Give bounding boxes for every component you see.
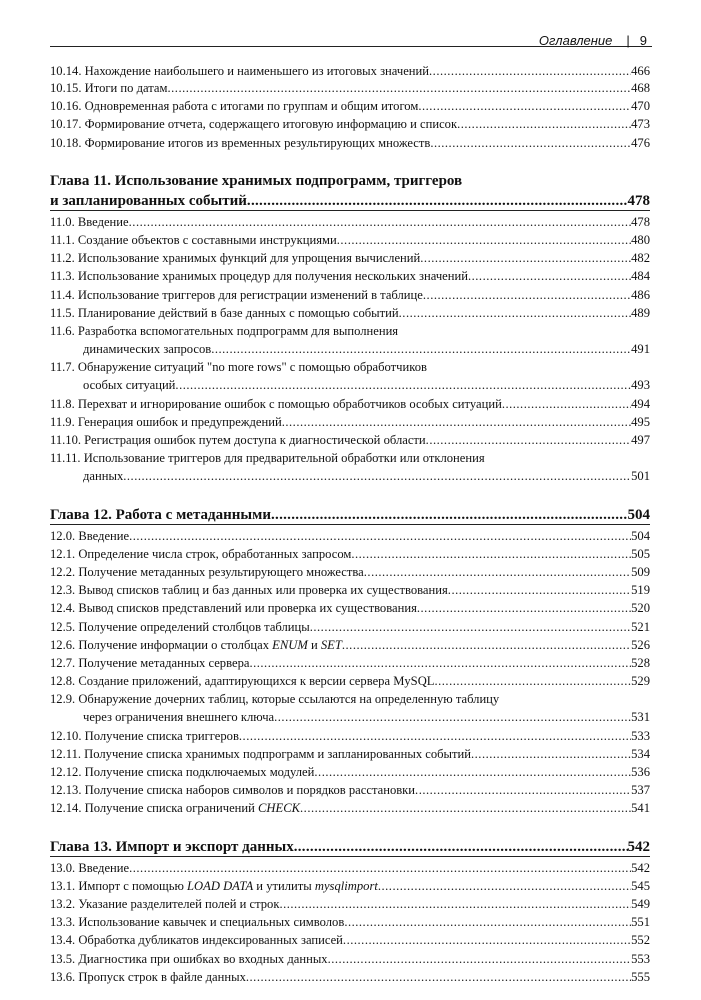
toc-entry-label: 12.10. Получение списка триггеров <box>50 728 239 743</box>
toc-page-number: 552 <box>631 933 650 948</box>
dot-leader <box>271 505 628 525</box>
toc-entry-label: 10.18. Формирование итогов из временных результирующих множеств <box>50 135 431 150</box>
toc-entry-text: 13.1. Импорт с помощью <box>50 878 188 893</box>
toc-page-number: 549 <box>631 896 650 911</box>
toc-entry[interactable] <box>50 563 650 581</box>
toc-entry-label: 12.3. Вывод списков таблиц и баз данных или проверка их существования <box>50 583 448 598</box>
toc-entry[interactable] <box>50 249 650 267</box>
toc-page-number: 473 <box>631 117 650 132</box>
toc-entry-label: 10.15. Итоги по датам <box>50 81 168 95</box>
toc-page-number: 478 <box>631 214 650 229</box>
toc-page-number: 468 <box>631 81 650 95</box>
toc-entry[interactable] <box>50 304 650 322</box>
toc-entry[interactable] <box>50 968 650 986</box>
dot-leader <box>418 97 631 115</box>
toc-entry-text: 12.14. Получение списка ограничений <box>50 801 259 816</box>
running-head-separator: | <box>626 33 630 48</box>
dot-leader <box>364 563 631 581</box>
toc-entry-label: 10.17. Формирование отчета, содержащего итоговую информацию и список <box>50 117 458 132</box>
toc-entry-label: 12.12. Получение списка подключаемых модулей <box>50 765 315 779</box>
toc-entry-label <box>50 799 300 817</box>
toc-page-number: 497 <box>631 433 650 447</box>
toc-entry-label: через ограничения внешнего ключа <box>83 710 275 725</box>
toc-entry-label: 13.4. Обработка дубликатов индексированных записей <box>50 933 343 948</box>
toc-entry[interactable] <box>50 413 650 431</box>
toc-entry-label: 13.6. Пропуск строк в файле данных <box>50 969 246 984</box>
toc-entry-label: 13.0. Введение <box>50 860 130 875</box>
toc-entry[interactable] <box>50 895 650 913</box>
toc-entry-label: 10.16. Одновременная работа с итогами по группам и общим итогом <box>50 99 419 114</box>
toc-page-number: 480 <box>631 232 650 247</box>
dot-leader <box>343 931 631 949</box>
dot-leader <box>420 249 631 267</box>
toc-entry-label: 11.5. Планирование действий в базе данных с помощью событий <box>50 305 399 320</box>
chapter-block <box>50 171 650 486</box>
toc-page-number: 476 <box>631 135 650 150</box>
toc-entry-label: 13.2. Указание разделителей полей и строк <box>50 896 280 911</box>
toc-page-number: 533 <box>631 728 650 743</box>
dot-leader <box>417 599 631 617</box>
toc-entry-label <box>50 636 342 654</box>
dot-leader <box>211 340 631 358</box>
toc-entry[interactable] <box>50 395 650 413</box>
toc-entry-label: 11.0. Введение <box>50 214 129 229</box>
page-number: 9 <box>639 33 647 48</box>
toc-entry-label: 12.2. Получение метаданных результирующего множества <box>50 564 364 579</box>
chapter-title-line: и запланированных событий <box>50 192 247 209</box>
toc-entry[interactable] <box>50 545 650 563</box>
dot-leader <box>239 727 631 745</box>
dot-leader <box>351 545 631 563</box>
toc-entry-label <box>50 877 378 895</box>
toc-page-number: 555 <box>631 969 650 984</box>
dot-leader <box>247 191 628 211</box>
dot-leader <box>123 467 631 485</box>
toc-entry-label: 12.11. Получение списка хранимых подпрограмм и запланированных событий <box>50 746 471 761</box>
toc-entry-label: 11.9. Генерация ошибок и предупреждений <box>50 414 282 429</box>
toc-entry[interactable] <box>50 286 650 304</box>
toc-entry-emphasis: ENUM <box>272 637 308 652</box>
dot-leader <box>434 672 631 690</box>
toc-entry[interactable] <box>50 97 650 115</box>
chapter-title[interactable] <box>50 505 650 525</box>
toc-entry-label: 12.0. Введение <box>50 528 130 543</box>
dot-leader <box>502 395 631 413</box>
toc-entry-label: 12.5. Получение определений столбцов таблицы <box>50 619 310 634</box>
toc-page-number: 493 <box>631 378 650 393</box>
toc-entry[interactable] <box>50 859 650 877</box>
dot-leader <box>344 913 631 931</box>
dot-leader <box>399 304 631 322</box>
toc-entry-label: данных <box>83 469 124 484</box>
toc-entry[interactable] <box>50 950 650 968</box>
toc-entry-label: 12.4. Вывод списков представлений или проверка их существования <box>50 601 417 616</box>
dot-leader <box>468 267 631 285</box>
toc-page-number: 529 <box>631 674 650 689</box>
toc-entry-emphasis: LOAD DATA <box>187 878 254 893</box>
chapter-page-number: 478 <box>627 192 650 209</box>
toc-page-number: 526 <box>631 637 650 652</box>
dot-leader <box>328 950 632 968</box>
toc-page-number: 553 <box>631 951 650 966</box>
dot-leader <box>175 376 631 394</box>
dot-leader <box>129 859 631 877</box>
toc-entry-label: 12.8. Создание приложений, адаптирующихся к версии сервера MySQL <box>50 674 435 689</box>
toc-entry[interactable] <box>50 877 650 895</box>
toc-page-number: 519 <box>631 583 650 598</box>
chapter-title-line: Глава 12. Работа с метаданными <box>50 506 271 523</box>
toc-page-number: 531 <box>631 710 650 725</box>
toc-entry[interactable] <box>50 79 650 97</box>
dot-leader <box>471 745 631 763</box>
dot-leader <box>378 877 631 895</box>
toc-page-number: 545 <box>631 878 650 893</box>
toc-page-number: 536 <box>631 765 650 779</box>
dot-leader <box>129 527 631 545</box>
toc-entry-continuation[interactable] <box>50 467 650 485</box>
toc-entry-label: 11.3. Использование хранимых процедур для получения нескольких значений <box>50 269 468 284</box>
toc-page-number: 470 <box>631 99 650 114</box>
toc-entry[interactable] <box>50 690 650 708</box>
dot-leader <box>448 581 631 599</box>
dot-leader <box>300 799 631 817</box>
toc-entry-text: и <box>307 637 321 652</box>
toc-entry-label: 11.6. Разработка вспомогательных подпрограмм для выполнения <box>50 323 399 338</box>
toc-entry-text: и утилиты <box>253 878 315 893</box>
toc-entry-text: 12.6. Получение информации о столбцах <box>50 637 273 652</box>
toc-entry[interactable] <box>50 799 650 817</box>
toc-entry-label: 11.7. Обнаружение ситуаций "no more rows" с помощью обработчиков <box>50 360 427 375</box>
toc-entry-label: 12.7. Получение метаданных сервера <box>50 655 250 670</box>
chapter-page-number: 504 <box>627 506 650 523</box>
dot-leader <box>337 231 631 249</box>
running-head-title: Оглавление <box>538 33 613 48</box>
chapter-title[interactable] <box>50 837 650 857</box>
toc-page-number: 520 <box>631 601 650 616</box>
dot-leader <box>249 654 631 672</box>
dot-leader <box>279 895 631 913</box>
toc-page-number: 551 <box>631 915 650 930</box>
dot-leader <box>294 837 628 857</box>
toc-entry-label: динамических запросов <box>83 342 212 357</box>
toc-entry[interactable] <box>50 581 650 599</box>
toc-page-number: 528 <box>631 655 650 670</box>
toc-page-number: 542 <box>631 860 650 875</box>
dot-leader <box>342 636 631 654</box>
toc-entry-emphasis: mysqlimport <box>314 878 378 893</box>
dot-leader <box>314 763 631 781</box>
toc-entry[interactable] <box>50 231 650 249</box>
toc-page-number: 509 <box>631 564 650 579</box>
toc-page-number: 504 <box>631 528 650 543</box>
toc-entry-label: особых ситуаций <box>83 378 176 393</box>
toc-page-number: 534 <box>631 746 650 761</box>
toc-entry-emphasis: CHECK <box>258 801 301 816</box>
toc-page-number: 494 <box>631 396 650 411</box>
toc-entry-label: 12.9. Обнаружение дочерних таблиц, которые ссылаются на определенную таблицу <box>50 692 500 707</box>
toc-page-number: 541 <box>631 801 650 816</box>
toc-entry-label: 13.5. Диагностика при ошибках во входных данных <box>50 951 328 966</box>
dot-leader <box>129 213 631 231</box>
dot-leader <box>430 134 631 152</box>
toc-page-number: 491 <box>631 342 650 357</box>
chapter-title-line: Глава 11. Использование хранимых подпрограмм, триггеров <box>50 172 463 189</box>
toc-entry[interactable] <box>50 431 650 449</box>
toc-entry[interactable] <box>50 913 650 931</box>
toc-entry-label: 11.1. Создание объектов с составными инструкциями <box>50 232 337 247</box>
toc-entry[interactable] <box>50 745 650 763</box>
toc-entry[interactable] <box>50 449 650 467</box>
toc-entry[interactable] <box>50 931 650 949</box>
page-header <box>50 0 652 47</box>
toc-entry-label: 12.1. Определение числа строк, обработанных запросом <box>50 546 352 561</box>
toc-page-number: 501 <box>631 469 650 484</box>
toc-entry[interactable] <box>50 62 650 79</box>
dot-leader <box>168 79 632 97</box>
dot-leader <box>282 413 631 431</box>
toc-entry-continuation[interactable] <box>50 708 650 726</box>
toc-page-number: 486 <box>631 287 650 302</box>
toc-page-number: 482 <box>631 251 650 266</box>
dot-leader <box>310 618 631 636</box>
chapter-page-number: 542 <box>627 838 650 855</box>
toc-entry[interactable] <box>50 115 650 133</box>
table-of-contents <box>50 62 650 986</box>
dot-leader <box>429 62 631 79</box>
dot-leader <box>423 286 631 304</box>
toc-page-number: 505 <box>631 546 650 561</box>
dot-leader <box>457 115 631 133</box>
toc-entry[interactable] <box>50 527 650 545</box>
toc-entry-emphasis: SET <box>320 637 342 652</box>
toc-entry-label: 12.13. Получение списка наборов символов и порядков расстановки <box>50 783 416 798</box>
chapter-title-line: Глава 13. Импорт и экспорт данных <box>50 838 294 855</box>
toc-page-number: 484 <box>631 269 650 284</box>
toc-entry[interactable] <box>50 654 650 672</box>
toc-entry[interactable] <box>50 727 650 745</box>
chapter-title[interactable] <box>50 171 650 191</box>
toc-entry[interactable] <box>50 599 650 617</box>
chapter-block <box>50 505 650 818</box>
chapter-block <box>50 837 650 986</box>
toc-entry-label: 13.3. Использование кавычек и специальных символов <box>50 915 345 930</box>
toc-entry[interactable] <box>50 618 650 636</box>
toc-entry[interactable] <box>50 672 650 690</box>
toc-entry[interactable] <box>50 358 650 376</box>
toc-entry-continuation[interactable] <box>50 376 650 394</box>
dot-leader <box>415 781 631 799</box>
dot-leader <box>246 968 631 986</box>
toc-entry-continuation[interactable] <box>50 340 650 358</box>
toc-entry-label: 11.2. Использование хранимых функций для упрощения вычислений <box>50 251 421 266</box>
toc-entry[interactable] <box>50 636 650 654</box>
toc-page-number: 466 <box>631 64 650 78</box>
toc-page-number: 537 <box>631 783 650 798</box>
toc-entry-label: 11.4. Использование триггеров для регистрации изменений в таблице <box>50 287 423 302</box>
dot-leader <box>274 708 631 726</box>
toc-page-number: 521 <box>631 619 650 634</box>
toc-entry-label: 10.14. Нахождение наибольшего и наименьшего из итоговых значений <box>50 64 430 78</box>
toc-entry[interactable] <box>50 134 650 152</box>
toc-entry[interactable] <box>50 781 650 799</box>
toc-entry[interactable] <box>50 213 650 231</box>
toc-entry-label: 11.11. Использование триггеров для предварительной обработки или отклонения <box>50 451 485 466</box>
toc-entry[interactable] <box>50 267 650 285</box>
toc-page-number: 489 <box>631 305 650 320</box>
toc-entry-label: 11.10. Регистрация ошибок путем доступа к диагностической области <box>50 433 426 447</box>
toc-page-number: 495 <box>631 414 650 429</box>
toc-entry[interactable] <box>50 763 650 781</box>
chapter-title-continuation[interactable] <box>50 191 650 211</box>
toc-entry-label: 11.8. Перехват и игнорирование ошибок с помощью обработчиков особых ситуаций <box>50 396 502 411</box>
dot-leader <box>426 431 631 449</box>
toc-entry[interactable] <box>50 322 650 340</box>
running-head <box>539 33 647 48</box>
